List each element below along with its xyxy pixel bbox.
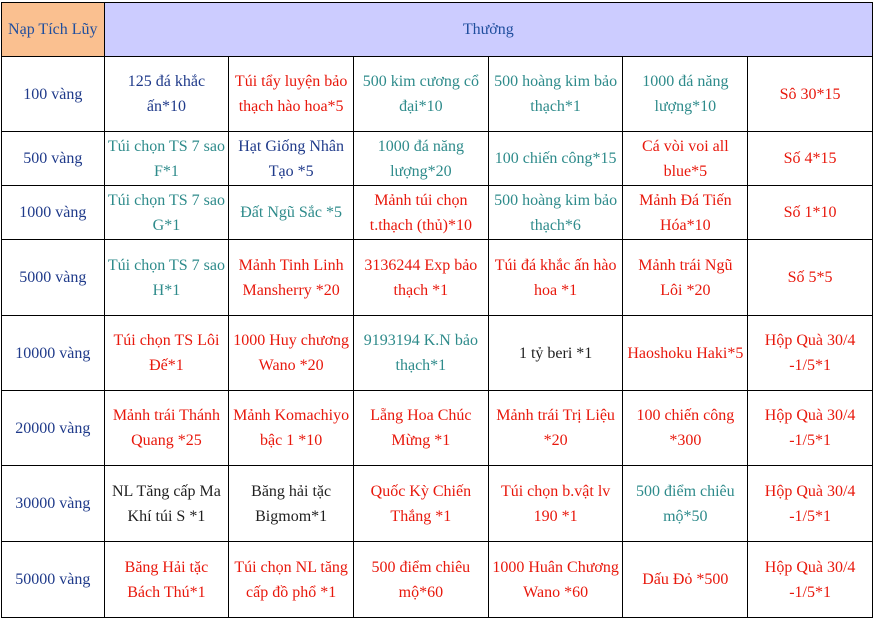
reward-cell: Mảnh trái Trị Liệu *20 (488, 391, 623, 466)
reward-cell: Hộp Quà 30/4 -1/5*1 (748, 316, 873, 391)
reward-cell: Mảnh Komachiyo bậc 1 *10 (229, 391, 354, 466)
reward-cell: 100 chiến công*15 (488, 132, 623, 186)
reward-cell: Quốc Kỳ Chiến Thắng *1 (353, 466, 488, 542)
reward-cell: Túi chọn TS Lôi Đế*1 (104, 316, 229, 391)
reward-cell: Hộp Quà 30/4 -1/5*1 (748, 391, 873, 466)
table-body (2, 57, 873, 618)
reward-cell: Hộp Quà 30/4 -1/5*1 (748, 466, 873, 542)
reward-cell: Số 1*10 (748, 186, 873, 240)
reward-cell: Túi tẩy luyện bảo thạch hào hoa*5 (229, 57, 354, 132)
reward-cell: 500 kim cương cổ đại*10 (353, 57, 488, 132)
reward-cell: 500 điểm chiêu mộ*60 (353, 542, 488, 618)
reward-cell: 500 hoàng kim bảo thạch*6 (488, 186, 623, 240)
reward-cell: Túi chọn b.vật lv 190 *1 (488, 466, 623, 542)
reward-cell: Mảnh Tinh Linh Mansherry *20 (229, 240, 354, 316)
reward-cell: 1000 đá năng lượng*20 (353, 132, 488, 186)
reward-cell: Mảnh Đá Tiến Hóa*10 (623, 186, 748, 240)
reward-cell: 3136244 Exp bảo thạch *1 (353, 240, 488, 316)
reward-cell: 500 điểm chiêu mộ*50 (623, 466, 748, 542)
reward-table (1, 2, 873, 618)
reward-cell: Cá vòi voi all blue*5 (623, 132, 748, 186)
reward-cell: Túi chọn TS 7 sao G*1 (104, 186, 229, 240)
level-cell: 20000 vàng (2, 391, 105, 466)
level-cell: 10000 vàng (2, 316, 105, 391)
reward-cell: Hộp Quà 30/4 -1/5*1 (748, 542, 873, 618)
table-row (2, 132, 873, 186)
reward-cell: 1 tỷ beri *1 (488, 316, 623, 391)
table-row (2, 391, 873, 466)
reward-cell: Mảnh túi chọn t.thạch (thủ)*10 (353, 186, 488, 240)
table-row (2, 542, 873, 618)
reward-cell: 9193194 K.N bảo thạch*1 (353, 316, 488, 391)
level-cell: 50000 vàng (2, 542, 105, 618)
reward-cell: Hạt Giống Nhân Tạo *5 (229, 132, 354, 186)
reward-cell: Túi chọn NL tăng cấp đồ phổ *1 (229, 542, 354, 618)
reward-cell: 1000 Huân Chương Wano *60 (488, 542, 623, 618)
reward-cell: Mảnh trái Thánh Quang *25 (104, 391, 229, 466)
level-cell: 30000 vàng (2, 466, 105, 542)
reward-cell: Dấu Đỏ *500 (623, 542, 748, 618)
reward-cell: 125 đá khắc ấn*10 (104, 57, 229, 132)
reward-cell: Đất Ngũ Sắc *5 (229, 186, 354, 240)
level-cell: 1000 vàng (2, 186, 105, 240)
table-row (2, 186, 873, 240)
level-cell: 100 vàng (2, 57, 105, 132)
reward-cell: 100 chiến công *300 (623, 391, 748, 466)
header-row (2, 3, 873, 57)
reward-cell: 500 hoàng kim bảo thạch*1 (488, 57, 623, 132)
reward-cell: Số 4*15 (748, 132, 873, 186)
header-reward-cell: Thưởng (104, 3, 872, 57)
table-row (2, 240, 873, 316)
reward-cell: 1000 Huy chương Wano *20 (229, 316, 354, 391)
reward-cell: Túi chọn TS 7 sao H*1 (104, 240, 229, 316)
reward-cell: Băng Hải tặc Bách Thú*1 (104, 542, 229, 618)
reward-cell: Haoshoku Haki*5 (623, 316, 748, 391)
table-row (2, 466, 873, 542)
level-cell: 5000 vàng (2, 240, 105, 316)
header-level-cell: Nạp Tích Lũy (2, 3, 105, 57)
reward-cell: Mảnh trái Ngũ Lôi *20 (623, 240, 748, 316)
reward-cell: NL Tăng cấp Ma Khí túi S *1 (104, 466, 229, 542)
reward-cell: Túi chọn TS 7 sao F*1 (104, 132, 229, 186)
reward-cell: Sô 30*15 (748, 57, 873, 132)
table-row (2, 57, 873, 132)
reward-cell: Lẵng Hoa Chúc Mừng *1 (353, 391, 488, 466)
reward-cell: Túi đá khắc ấn hào hoa *1 (488, 240, 623, 316)
level-cell: 500 vàng (2, 132, 105, 186)
table-row (2, 316, 873, 391)
reward-cell: 1000 đá năng lượng*10 (623, 57, 748, 132)
reward-cell: Số 5*5 (748, 240, 873, 316)
reward-cell: Băng hải tặc Bigmom*1 (229, 466, 354, 542)
